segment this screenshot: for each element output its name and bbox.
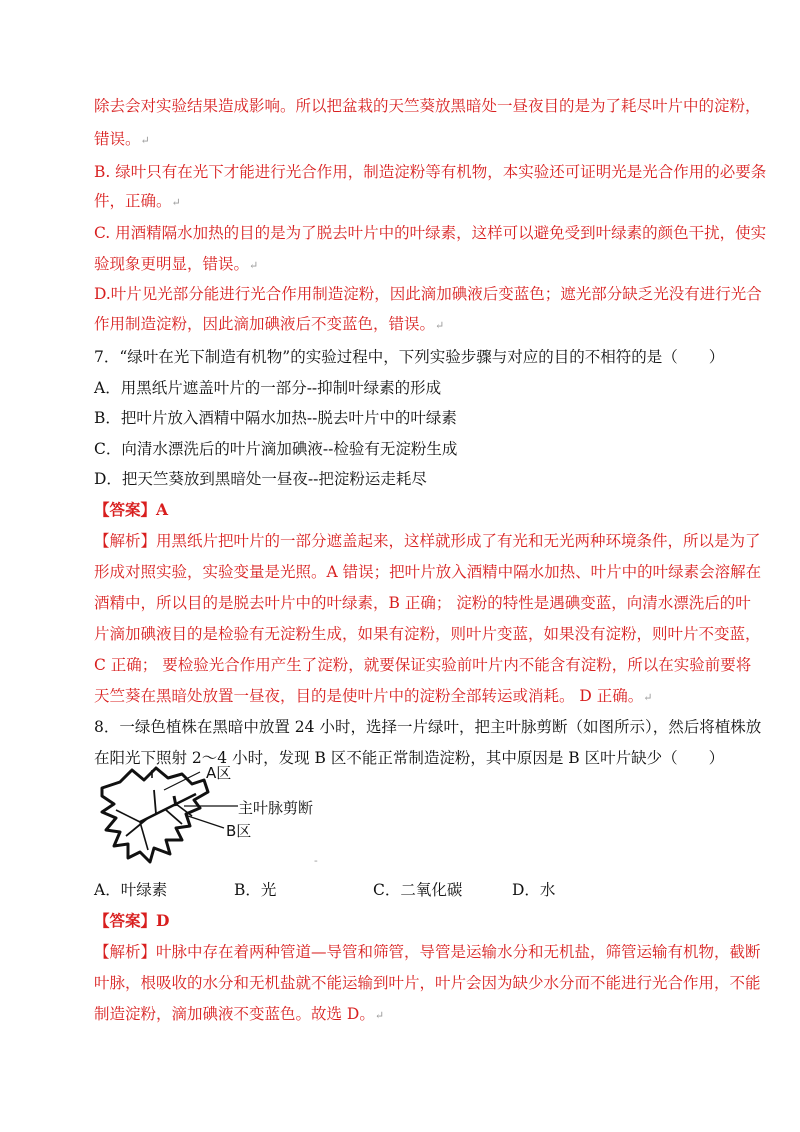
leaf-figure xyxy=(96,760,346,870)
paragraph-mark-icon: - xyxy=(314,854,318,867)
question-8: 在阳光下照射 2～4 小时，发现 B 区不能正常制造淀粉，其中原因是 B 区叶片缺少（ ） xyxy=(94,749,725,767)
analysis-line: 错误。↵ xyxy=(94,130,150,148)
option-8a: A．叶绿素 xyxy=(94,881,168,899)
analysis-line: 验现象更明显，错误。↵ xyxy=(94,255,259,273)
explanation-7-line: 【解析】用黑纸片把叶片的一部分遮盖起来，这样就形成了有光和无光两种环境条件，所以是为了 xyxy=(94,532,761,550)
analysis-line: 除去会对实验结果造成影响。所以把盆栽的天竺葵放黑暗处一昼夜目的是为了耗尽叶片中的淀粉， xyxy=(94,97,761,115)
explanation-8-line: 制造淀粉，滴加碘液不变蓝色。故选 D。↵ xyxy=(94,1005,385,1023)
explanation-7-line: C 正确； 要检验光合作用产生了淀粉，就要保证实验前叶片内不能含有淀粉，所以在实验前要将 xyxy=(94,656,752,674)
explanation-7-line: 片滴加碘液目的是检验有无淀粉生成，如果有淀粉，则叶片变蓝，如果没有淀粉，则叶片不变蓝， xyxy=(94,625,761,643)
analysis-line: 作用制造淀粉，因此滴加碘液后不变蓝色，错误。↵ xyxy=(94,315,445,333)
answer-7: 【答案】A xyxy=(94,500,169,519)
option-8d: D．水 xyxy=(512,881,556,899)
label-area-a: A区 xyxy=(206,764,232,782)
analysis-line: C. 用酒精隔水加热的目的是为了脱去叶片中的叶绿素，这样可以避免受到叶绿素的颜色干扰，使实 xyxy=(94,224,767,242)
question-8: 8．一绿色植株在黑暗中放置 24 小时，选择一片绿叶，把主叶脉剪断（如图所示），然后将植株放 xyxy=(94,718,762,736)
analysis-line: 件，正确。↵ xyxy=(94,192,181,210)
option-8c: C．二氧化碳 xyxy=(373,881,463,899)
label-main-vein-cut: 主叶脉剪断 xyxy=(238,799,314,817)
label-area-b: B区 xyxy=(226,822,252,840)
option-7c: C．向清水漂洗后的叶片滴加碘液--检验有无淀粉生成 xyxy=(94,440,458,458)
explanation-7-line: 酒精中，所以目的是脱去叶片中的叶绿素，B 正确； 淀粉的特性是遇碘变蓝，向清水漂洗后的叶 xyxy=(94,594,751,612)
option-7d: D．把天竺葵放到黑暗处一昼夜--把淀粉运走耗尽 xyxy=(94,470,427,488)
option-7a: A．用黑纸片遮盖叶片的一部分--抑制叶绿素的形成 xyxy=(94,379,442,397)
explanation-7-line: 形成对照实验，实验变量是光照。A 错误；把叶片放入酒精中隔水加热、叶片中的叶绿素会溶解在 xyxy=(94,563,762,581)
explanation-8-line: 【解析】叶脉中存在着两种管道—导管和筛管，导管是运输水分和无机盐，筛管运输有机物，截断 xyxy=(94,943,761,961)
option-7b: B．把叶片放入酒精中隔水加热--脱去叶片中的叶绿素 xyxy=(94,409,457,427)
question-7: 7．“绿叶在光下制造有机物”的实验过程中，下列实验步骤与对应的目的不相符的是（ ） xyxy=(94,348,725,366)
option-8b: B．光 xyxy=(234,881,277,899)
explanation-8-line: 叶脉，根吸收的水分和无机盐就不能运输到叶片，叶片会因为缺少水分而不能进行光合作用，不能 xyxy=(94,974,761,992)
explanation-7-line: 天竺葵在黑暗处放置一昼夜，目的是使叶片中的淀粉全部转运或消耗。 D 正确。↵ xyxy=(94,687,653,705)
answer-8: 【答案】D xyxy=(94,911,170,930)
analysis-line: B. 绿叶只有在光下才能进行光合作用，制造淀粉等有机物，本实验还可证明光是光合作用的必要条 xyxy=(94,163,767,181)
analysis-line: D.叶片见光部分能进行光合作用制造淀粉，因此滴加碘液后变蓝色；遮光部分缺乏光没有进行光合 xyxy=(94,285,762,303)
